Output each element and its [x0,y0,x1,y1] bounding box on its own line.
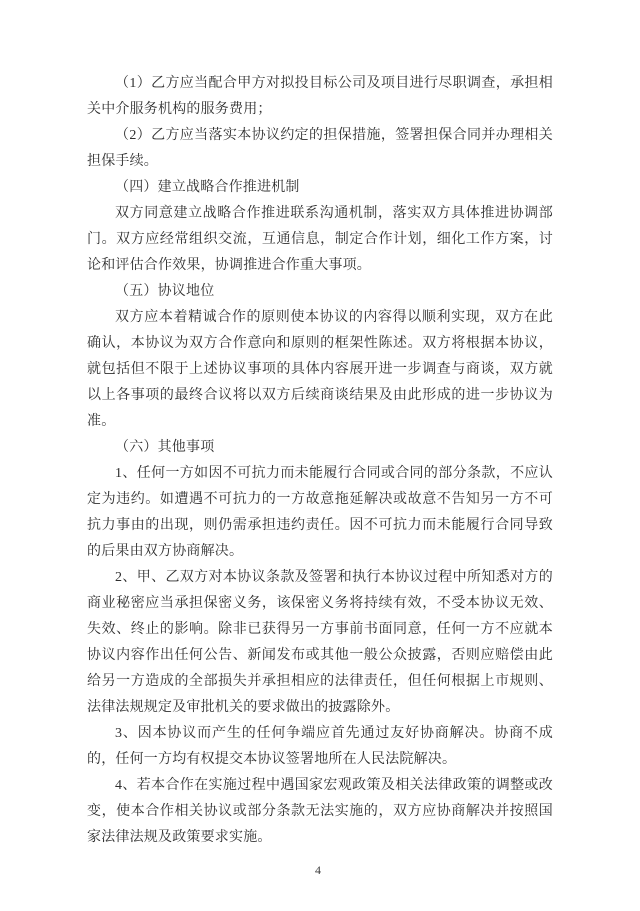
document-body [87,71,553,851]
page-number: 4 [315,863,321,877]
paragraph: 1、任何一方如因不可抗力而未能履行合同或合同的部分条款，不应认定为违约。如遭遇不可抗力的一方故意拖延解决或故意不告知另一方不可抗力事由的出现，则仍需承担违约责任。因不可抗力而未能履行合同导致的后果由双方协商解决。 [87,466,553,559]
section-heading: （四）建立战略合作推进机制 [115,180,300,195]
paragraph: （2）乙方应当落实本协议约定的担保措施，签署担保合同并办理相关担保手续。 [87,128,553,169]
paragraph: （1）乙方应当配合甲方对拟投目标公司及项目进行尽职调查，承担相关中介服务机构的服务费用； [87,76,553,117]
paragraph: 双方同意建立战略合作推进联系沟通机制，落实双方具体推进协调部门。双方应经常组织交流，互通信息，制定合作计划，细化工作方案，讨论和评估合作效果，协调推进合作重大事项。 [87,206,553,273]
paragraph: 3、因本协议而产生的任何争端应首先通过友好协商解决。协商不成的，任何一方均有权提交本协议签署地所在人民法院解决。 [87,726,553,767]
section-heading: （五）协议地位 [115,284,215,299]
section-heading: （六）其他事项 [115,440,215,455]
paragraph: 4、若本合作在实施过程中遇国家宏观政策及相关法律政策的调整或改变，使本合作相关协议或部分条款无法实施的，双方应协商解决并按照国家法律法规及政策要求实施。 [87,778,553,845]
paragraph: 双方应本着精诚合作的原则使本协议的内容得以顺利实现，双方在此确认，本协议为双方合作意向和原则的框架性陈述。双方将根据本协议，就包括但不限于上述协议事项的具体内容展开进一步调查与商谈，双方就以上各事项的最终合议将以双方后续商谈结果及由此形成的进一步协议为准。 [87,310,553,429]
paragraph: 2、甲、乙双方对本协议条款及签署和执行本协议过程中所知悉对方的商业秘密应当承担保密义务，该保密义务将持续有效，不受本协议无效、失效、终止的影响。除非已获得另一方事前书面同意，任何一方不应就本协议内容作出任何公告、新闻发布或其他一般公众披露，否则应赔偿由此给另一方造成的全部损失并承担相应的法律责任，但任何根据上市规则、法律法规规定及审批机关的要求做出的披露除外。 [87,570,553,715]
